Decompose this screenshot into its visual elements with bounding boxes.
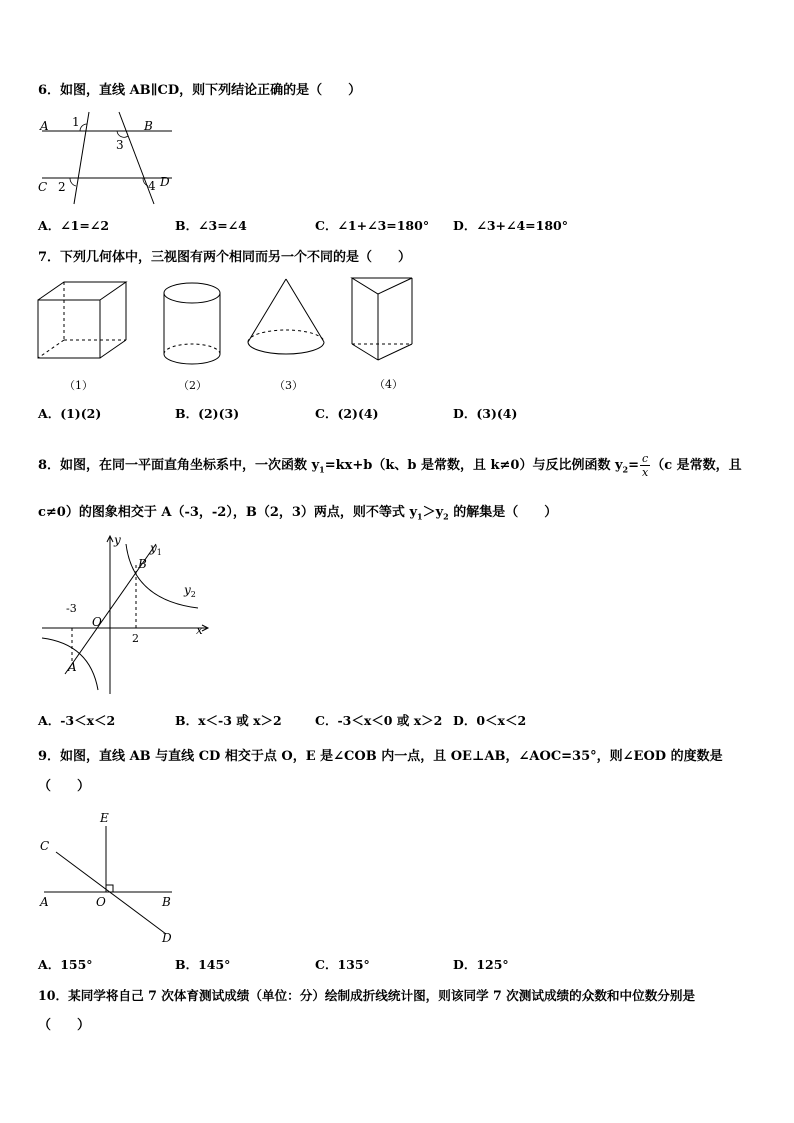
q6-figure	[36, 110, 176, 206]
q8-stem-line2: c≠0）的图象相交于 A（-3，-2），B（2，3）两点，则不等式 $y_1>y_2$ 的解集是（ ）	[38, 505, 558, 522]
q6-label-B: B	[144, 119, 153, 133]
q6-option-d[interactable]: D．∠3+∠4=180°	[453, 218, 568, 233]
q6-option-a[interactable]: A．∠1=∠2	[38, 218, 110, 233]
q8-option-d[interactable]: D．0＜x＜2	[453, 713, 527, 728]
q6-option-c[interactable]: C．∠1+∠3=180°	[315, 218, 430, 233]
q6-angle-2: 2	[58, 180, 66, 194]
q9-label-a: A	[40, 895, 49, 909]
q7-cylinder-figure	[158, 278, 228, 370]
q7-cube-figure	[34, 278, 134, 362]
q7-option-a[interactable]: A．(1)(2)	[38, 406, 102, 421]
q8-tick-2: 2	[132, 632, 139, 645]
q8-tick-neg3: -3	[66, 602, 77, 615]
q6-label-D: D	[160, 175, 170, 189]
q9-stem-line2: （ ）	[38, 779, 91, 794]
q10-stem-line2: （ ）	[38, 1018, 91, 1033]
q7-figure-label-4: （4）	[374, 378, 403, 391]
q7-figure-label-1: （1）	[64, 379, 93, 392]
q9-label-e: E	[100, 811, 109, 825]
q6-angle-1: 1	[72, 115, 80, 129]
q10-stem: 10．某同学将自己 7 次体育测试成绩（单位：分）绘制成折线统计图，则该同学 7 次测试成绩的众数和中位数分别是	[38, 988, 696, 1003]
q7-option-b[interactable]: B．(2)(3)	[175, 406, 240, 421]
q6-angle-4: 4	[148, 179, 156, 193]
q9-option-b[interactable]: B．145°	[175, 957, 231, 972]
q8-y2-label: $y_2$	[184, 583, 196, 599]
q9-label-b: B	[162, 895, 171, 909]
q8-y-axis-label: y	[114, 533, 121, 547]
q7-option-c[interactable]: C．(2)(4)	[315, 406, 379, 421]
q7-figure-label-3: （3）	[274, 379, 303, 392]
q6-label-C: C	[38, 180, 48, 194]
q9-option-c[interactable]: C．135°	[315, 957, 370, 972]
q8-origin-label: O	[92, 615, 102, 629]
q9-stem: 9．如图，直线 AB 与直线 CD 相交于点 O，E 是∠COB 内一点，且 OE⊥AB，∠AOC=35°，则∠EOD 的度数是	[38, 749, 723, 764]
q8-option-a[interactable]: A．-3＜x＜2	[38, 713, 116, 728]
q6-option-b[interactable]: B．∠3=∠4	[175, 218, 247, 233]
q7-stem: 7．下列几何体中，三视图有两个相同而另一个不同的是（ ）	[38, 250, 412, 265]
q9-label-c: C	[40, 839, 50, 853]
q8-stem-line1: 8．如图，在同一平面直角坐标系中，一次函数 $y_1=kx+b(k$、b 是常数，且 k≠0）与反比例函数 $y_2=$ $\frac{c}{x}$ （c 是常数，且	[38, 452, 742, 479]
q8-graph	[38, 530, 218, 698]
q8-point-b-label: B	[138, 557, 147, 571]
q8-x-axis-label: x	[196, 623, 203, 637]
q8-fraction: $\frac{c}{x}$	[641, 452, 649, 479]
q9-figure	[36, 808, 186, 944]
q8-option-c[interactable]: C．-3＜x＜0 或 x＞2	[315, 713, 443, 728]
q8-option-b[interactable]: B．x＜-3 或 x＞2	[175, 713, 282, 728]
q6-label-A: A	[40, 119, 49, 133]
q6-stem: 6．如图，直线 AB∥CD，则下列结论正确的是（ ）	[38, 83, 362, 98]
q9-option-a[interactable]: A．155°	[38, 957, 93, 972]
q7-prism-figure	[348, 274, 418, 364]
q7-option-d[interactable]: D．(3)(4)	[453, 406, 518, 421]
q7-cone-figure	[244, 276, 330, 366]
q9-label-o: O	[96, 895, 106, 909]
q9-label-d: D	[162, 931, 172, 944]
q6-angle-3: 3	[116, 138, 124, 152]
q8-y1-label: $y_1$	[150, 541, 162, 557]
q9-option-d[interactable]: D．125°	[453, 957, 509, 972]
q7-figure-label-2: （2）	[178, 379, 207, 392]
q8-point-a-label: A	[68, 660, 77, 674]
